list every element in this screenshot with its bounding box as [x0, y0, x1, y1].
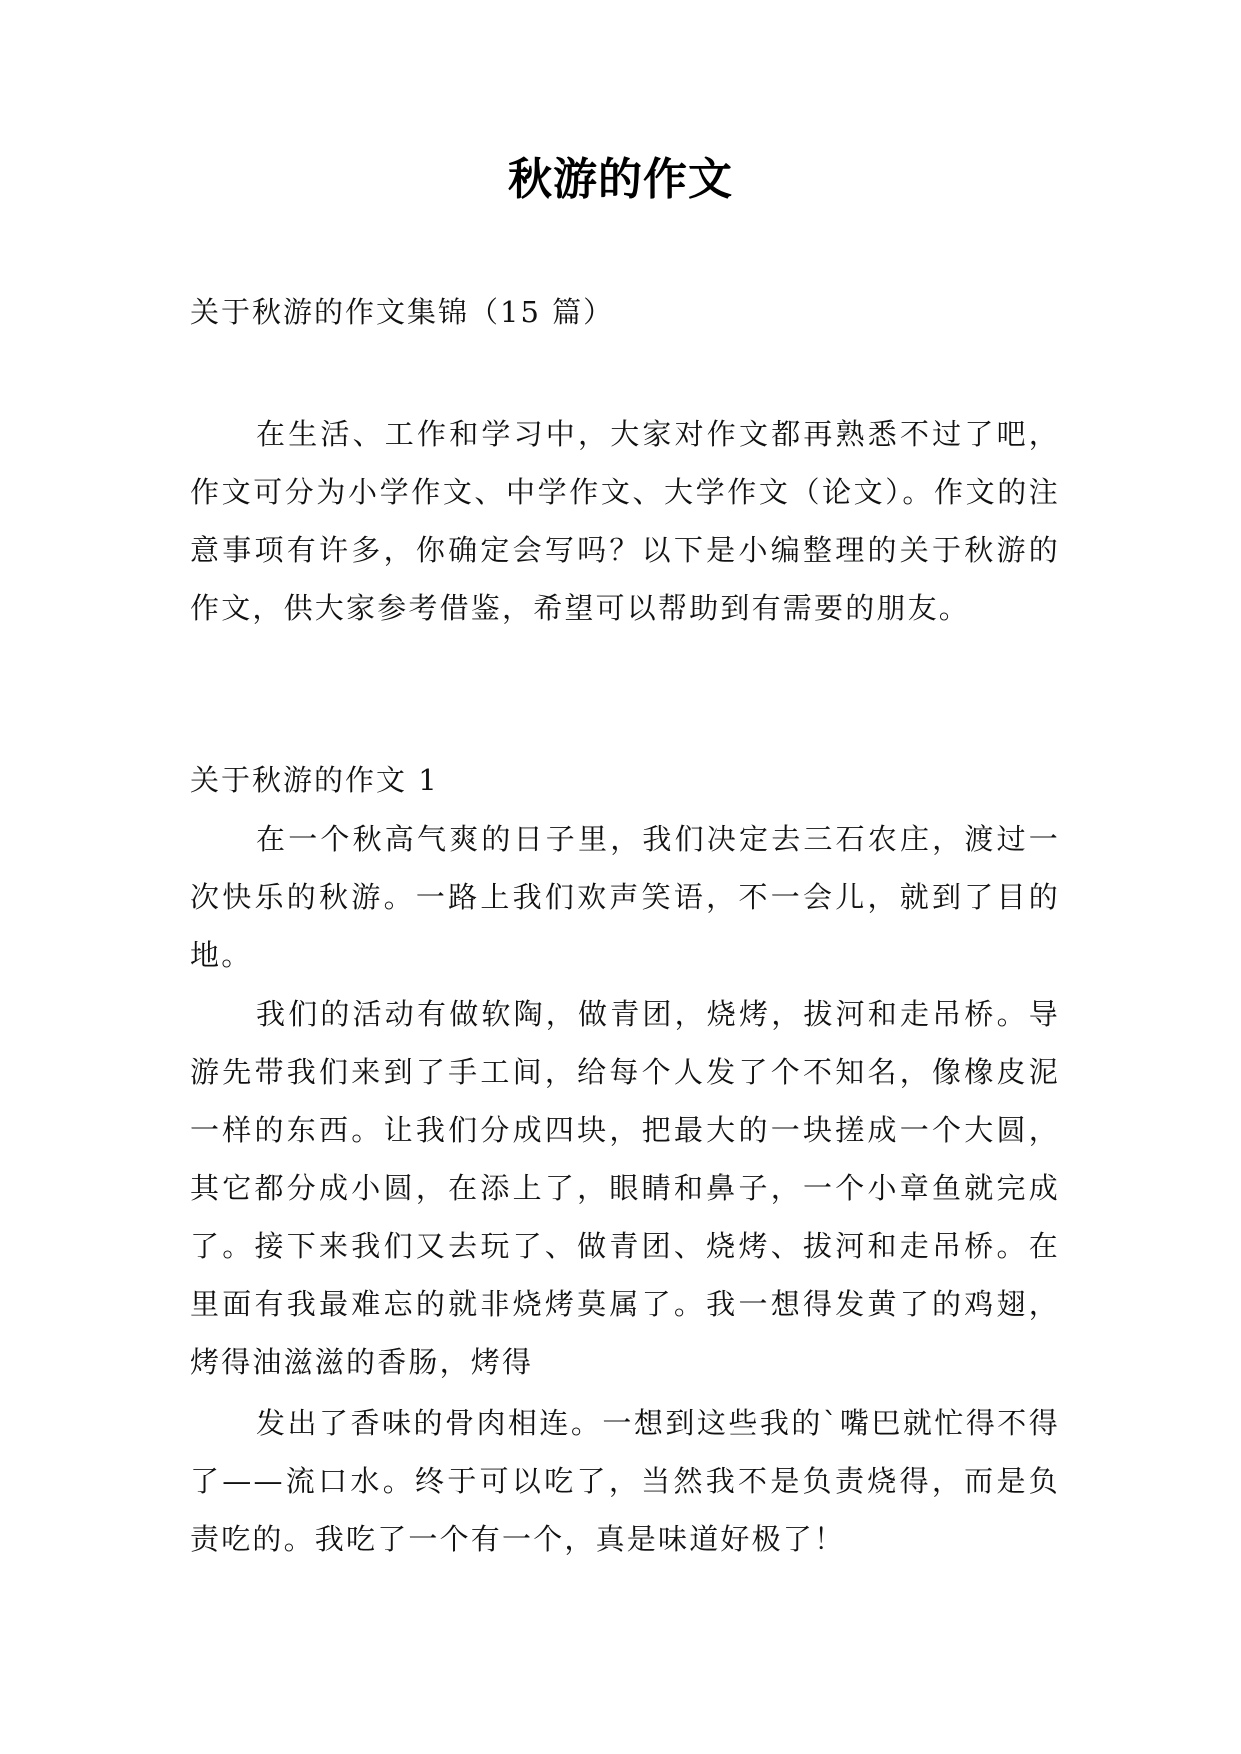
body-paragraph-2: 我们的活动有做软陶，做青团，烧烤，拔河和走吊桥。导游先带我们来到了手工间，给每个人发了个不知名，像橡皮泥一样的东西。让我们分成四块，把最大的一块搓成一个大圆，其它都分成小圆，在添上了，眼睛和鼻子，一个小章鱼就完成了。接下来我们又去玩了、做青团、烧烤、拔河和走吊桥。在里面有我最难忘的就非烧烤莫属了。我一想得发黄了的鸡翅，烤得油滋滋的香肠，烤得	[190, 997, 1060, 1379]
section-heading: 关于秋游的作文 1	[190, 763, 439, 797]
document-subtitle: 关于秋游的作文集锦（15 篇）	[190, 295, 615, 329]
body-paragraph-3: 发出了香味的骨肉相连。一想到这些我的`嘴巴就忙得不得了——流口水。终于可以吃了，当然我不是负责烧得，而是负责吃的。我吃了一个有一个，真是味道好极了！	[190, 1406, 1060, 1556]
body-paragraph-1: 在一个秋高气爽的日子里，我们决定去三石农庄，渡过一次快乐的秋游。一路上我们欢声笑语，不一会儿，就到了目的地。	[190, 822, 1060, 972]
intro-paragraph: 在生活、工作和学习中，大家对作文都再熟悉不过了吧，作文可分为小学作文、中学作文、大学作文（论文）。作文的注意事项有许多，你确定会写吗？以下是小编整理的关于秋游的作文，供大家参考借鉴，希望可以帮助到有需要的朋友。	[190, 417, 1060, 625]
document-title: 秋游的作文	[508, 154, 733, 205]
